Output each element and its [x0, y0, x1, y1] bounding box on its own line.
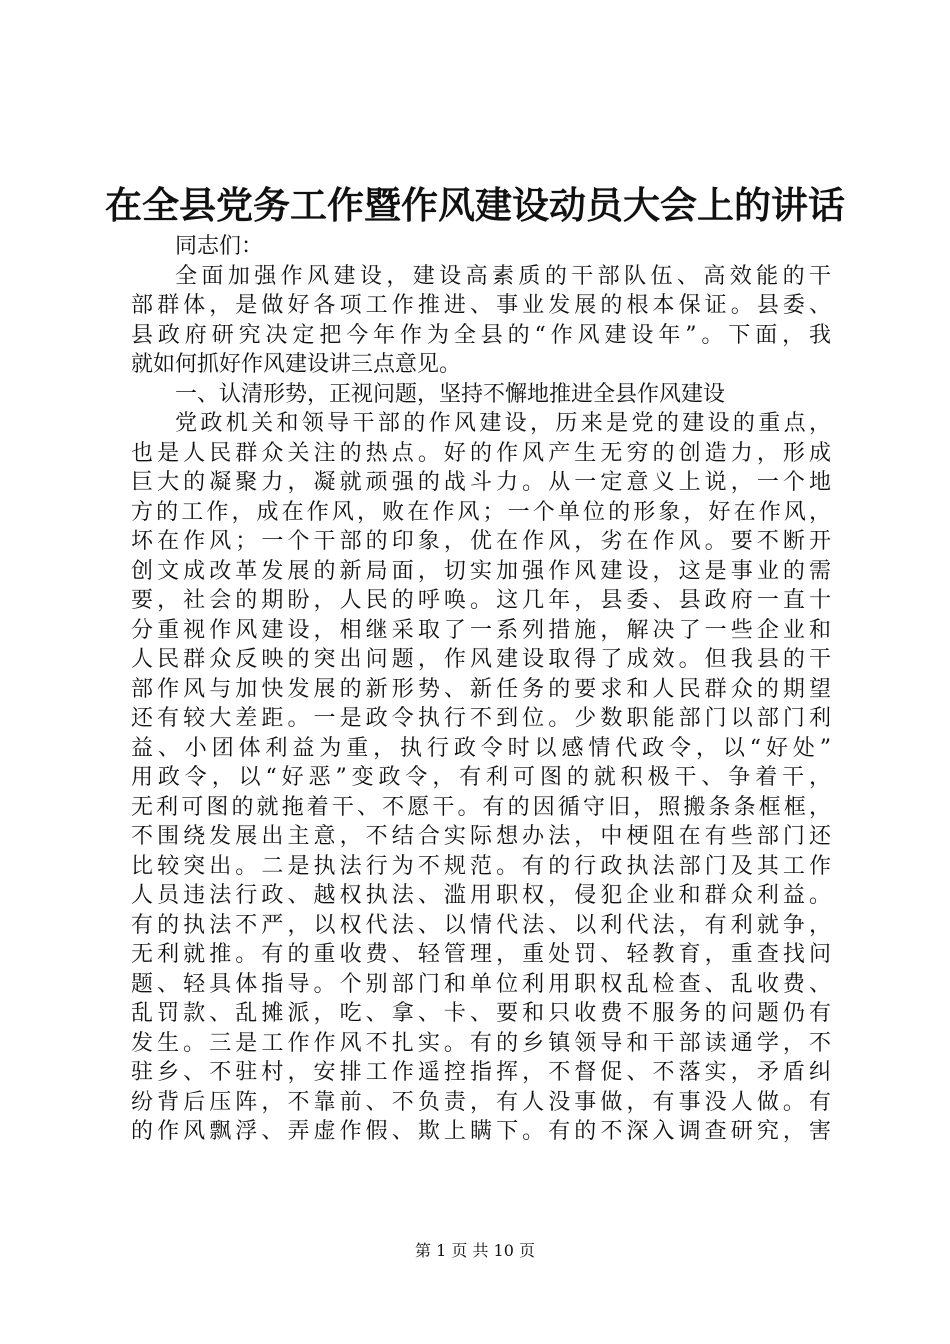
body-line: 无利可图的就拖着干、不愿干。有的因循守旧，照搬条条框框， [131, 794, 831, 820]
body-line: 坏在作风；一个干部的印象，优在作风，劣在作风。要不断开 [131, 529, 831, 554]
body-line: 部群体，是做好各项工作推进、事业发展的根本保证。县委、 [131, 293, 831, 318]
document-title: 在全县党务工作暨作风建设动员大会上的讲话 [105, 183, 845, 227]
body-line: 驻乡、不驻村，安排工作遥控指挥，不督促、不落实，矛盾纠 [131, 1060, 831, 1085]
body-line: 益、小团体利益为重，执行政令时以感情代政令，以“好处” [131, 735, 831, 761]
body-line: 无利就推。有的重收费、轻管理，重处罚、轻教育，重查找问 [131, 942, 831, 967]
body-line: 人员违法行政、越权执法、滥用职权，侵犯企业和群众利益。 [131, 883, 831, 908]
body-line: 人民群众反映的突出问题，作风建设取得了成效。但我县的干 [131, 647, 831, 672]
body-line: 部作风与加快发展的新形势、新任务的要求和人民群众的期望 [131, 676, 831, 702]
body-line: 发生。三是工作作风不扎实。有的乡镇领导和干部读通学，不 [131, 1030, 831, 1056]
body-line: 还有较大差距。一是政令执行不到位。少数职能部门以部门利 [131, 706, 831, 731]
body-line: 乱罚款、乱摊派，吃、拿、卡、要和只收费不服务的问题仍有 [131, 1001, 831, 1026]
body-line: 创文成改革发展的新局面，切实加强作风建设，这是事业的需 [131, 558, 831, 584]
body-line: 的作风飘浮、弄虚作假、欺上瞒下。有的不深入调查研究，害 [131, 1119, 831, 1144]
body-line: 有的执法不严，以权代法、以情代法、以利代法，有利就争， [131, 912, 831, 938]
body-line: 用政令，以“好恶”变政令，有利可图的就积极干、争着干， [131, 765, 831, 790]
body-line: 巨大的凝聚力，凝就顽强的战斗力。从一定意义上说，一个地 [131, 470, 831, 495]
body-line: 全面加强作风建设，建设高素质的干部队伍、高效能的干 [175, 263, 831, 289]
body-line: 就如何抓好作风建设讲三点意见。 [131, 352, 462, 377]
body-line: 纷背后压阵，不靠前、不负责，有人没事做，有事没人做。有 [131, 1089, 831, 1115]
body-line: 要，社会的期盼，人民的呼唤。这几年，县委、县政府一直十 [131, 588, 831, 613]
body-line: 题、轻具体指导。个别部门和单位利用职权乱检查、乱收费、 [131, 971, 831, 997]
body-line: 党政机关和领导干部的作风建设，历来是党的建设的重点， [175, 411, 831, 436]
page-footer: 第 1 页 共 10 页 [415, 1241, 535, 1260]
body-line: 分重视作风建设，相继采取了一系列措施，解决了一些企业和 [131, 617, 831, 643]
body-line: 不围绕发展出主意，不结合实际想办法，中梗阻在有些部门还 [131, 824, 831, 849]
body-line: 方的工作，成在作风，败在作风；一个单位的形象，好在作风， [131, 499, 831, 525]
body-line: 一、认清形势，正视问题，坚持不懈地推进全县作风建设 [175, 381, 726, 407]
document-body [131, 232, 831, 1147]
body-line: 比较突出。二是执法行为不规范。有的行政执法部门及其工作 [131, 853, 831, 879]
body-line: 也是人民群众关注的热点。好的作风产生无穷的创造力，形成 [131, 440, 831, 466]
body-line: 县政府研究决定把今年作为全县的“作风建设年”。下面，我 [131, 322, 831, 348]
body-line: 同志们： [175, 234, 264, 259]
